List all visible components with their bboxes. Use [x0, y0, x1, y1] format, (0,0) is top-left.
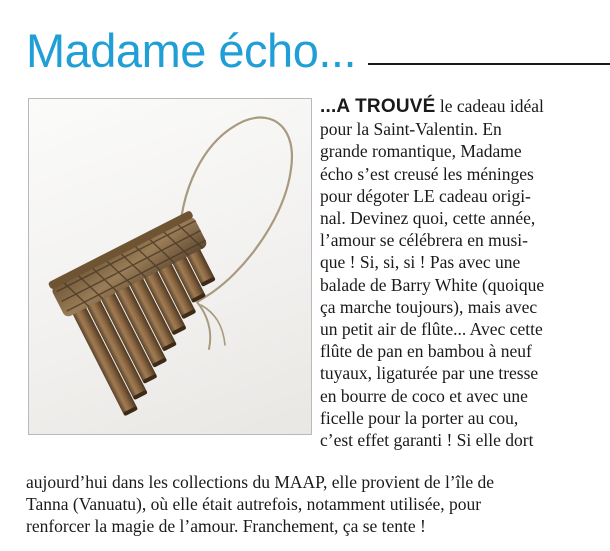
- article-line: un petit air de flûte... Avec cette: [320, 319, 543, 340]
- article-line: ça marche toujours), mais avec: [320, 296, 538, 317]
- article-photo: [28, 98, 312, 435]
- header: [26, 14, 610, 77]
- article-line: flûte de pan en bambou à neuf: [320, 341, 532, 362]
- article-line: pour dégoter LE cadeau origi-: [320, 185, 531, 206]
- article-line: grande romantique, Madame: [320, 141, 522, 162]
- article-body-right: [320, 95, 610, 451]
- article-line: ficelle pour la porter au cou,: [320, 407, 519, 428]
- page-title: Madame écho...: [26, 24, 357, 77]
- article-line: tuyaux, ligaturée par une tresse: [320, 363, 539, 384]
- article-line-1: ...A TROUVÉ le cadeau idéal: [320, 96, 544, 117]
- article-line: nal. Devinez quoi, cette année,: [320, 208, 536, 229]
- pan-flute-icon: [29, 99, 312, 435]
- article-line: Tanna (Vanuatu), où elle était autrefois, notamment utilisée, pour: [26, 494, 482, 515]
- article-line: renforcer la magie de l’amour. Franchement, ça se tente !: [26, 516, 426, 537]
- article-lead: ...A TROUVÉ: [320, 96, 436, 117]
- article-line: aujourd’hui dans les collections du MAAP, elle provient de l’île de: [26, 472, 495, 492]
- article-line: l’amour se célébrera en musi-: [320, 230, 528, 251]
- article-body-full: [26, 471, 610, 538]
- article-line: que ! Si, si, si ! Pas avec une: [320, 252, 521, 273]
- article-line: pour la Saint-Valentin. En: [320, 119, 502, 140]
- article-line: en bourre de coco et avec une: [320, 385, 528, 406]
- article-line: écho s’est creusé les méninges: [320, 163, 534, 184]
- article-line: c’est effet garanti ! Si elle dort: [320, 430, 534, 451]
- title-rule: [368, 63, 610, 65]
- article-line: balade de Barry White (quoique: [320, 274, 545, 295]
